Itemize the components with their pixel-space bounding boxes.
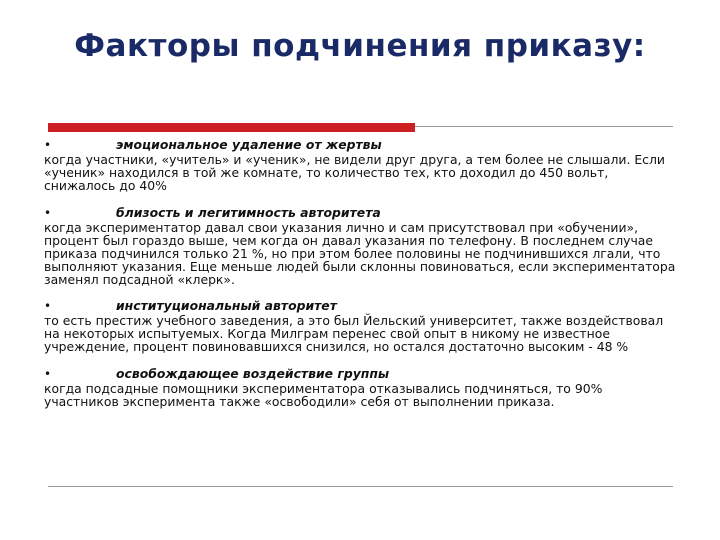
bottom-divider-line [48,486,673,487]
item-heading-text: освобождающее воздействие группы [116,366,390,381]
item-body: когда экспериментатор давал свои указания лично и сам присутствовал при «обучении», процент был гораздо выше, чем когда он давал указания по телефону. В последнем случае приказа подчинился только 21 %, но при этом более половины не подчинившихся лгали, что выполняют указания. Еще меньше людей были склонны повиноваться, если экспериментатора заменял подсадной «клерк». [44,220,676,287]
item-heading-text: институциональный авторитет [116,298,337,313]
bullet-icon: • [44,367,52,381]
slide-title: Факторы подчинения приказу: [74,28,646,64]
item-body: когда подсадные помощники экспериментатора отказывались подчиняться, то 90% участников эксперимента также «освободили» себя от выполнении приказа. [44,381,603,409]
list-item [44,206,679,286]
item-heading [44,206,679,220]
list-item [44,138,679,192]
list-item [44,299,679,353]
red-accent-bar [48,123,415,132]
item-heading-text: близость и легитимность авторитета [116,205,381,220]
factors-list [44,138,679,422]
list-item [44,367,679,408]
item-heading-text: эмоциональное удаление от жертвы [116,137,382,152]
item-body: то есть престиж учебного заведения, а это был Йельский университет, также воздействовал на некоторых испытуемых. Когда Милграм перенес свой опыт в никому не известное учреждение, процент повиновавшихся снизился, но остался достаточно высоким - 48 % [44,313,664,354]
item-heading [44,138,679,152]
item-body: когда участники, «учитель» и «ученик», не видели друг друга, а тем более не слышали. Если «ученик» находился в той же комнате, то количество тех, кто доходил до 450 вольт, снижалось до 40% [44,152,665,193]
item-heading [44,367,679,381]
bullet-icon: • [44,138,52,152]
bullet-icon: • [44,206,52,220]
bullet-icon: • [44,299,52,313]
item-heading [44,299,679,313]
